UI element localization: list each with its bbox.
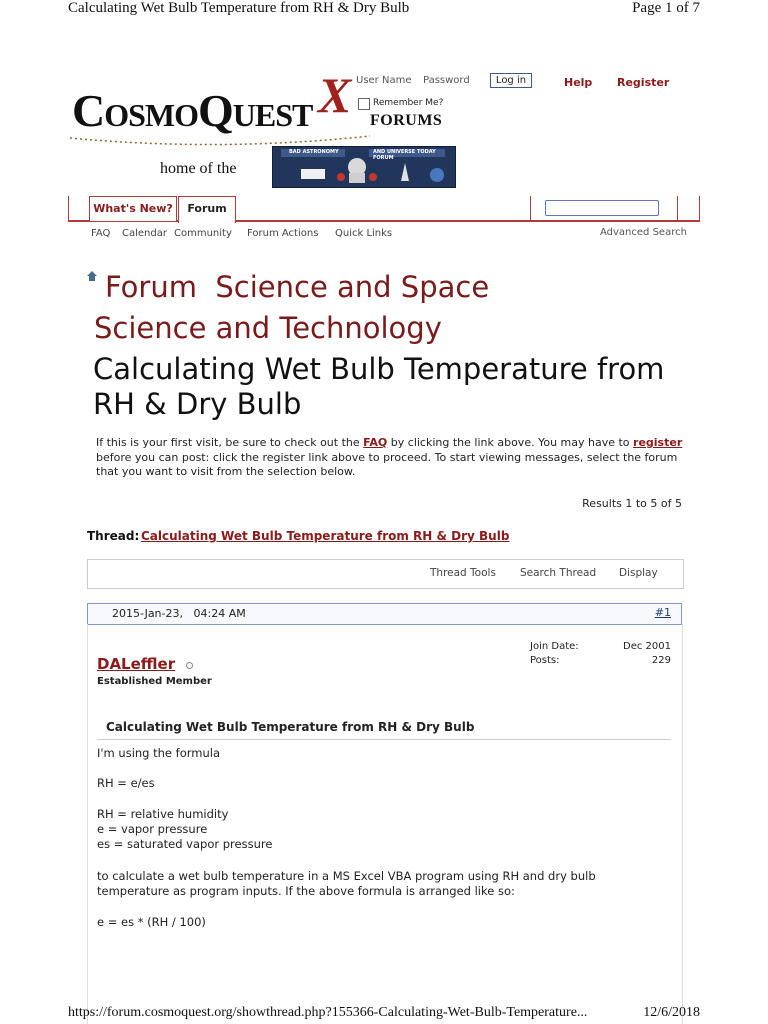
remember-me-label: Remember Me?: [373, 98, 444, 108]
subnav-forum-actions[interactable]: Forum Actions: [247, 228, 319, 239]
faq-link[interactable]: FAQ: [363, 436, 388, 449]
post-title: Calculating Wet Bulb Temperature from RH & Dry Bulb: [106, 720, 475, 734]
logo-forums-text: FORUMS: [370, 112, 443, 129]
post-username[interactable]: DALeffler: [97, 655, 176, 673]
join-date-value: Dec 2001: [623, 641, 671, 652]
help-link[interactable]: Help: [564, 76, 593, 89]
username-label[interactable]: User Name: [356, 75, 412, 86]
navbar-left-edge: [68, 196, 69, 222]
search-input[interactable]: [545, 200, 659, 216]
posts-label: Posts:: [530, 655, 560, 666]
thread-label: Thread:: [87, 529, 140, 543]
display-button[interactable]: Display: [619, 567, 658, 579]
home-of-the-text: home of the: [160, 160, 237, 177]
banner-text-left: BAD ASTRONOMY: [289, 149, 339, 155]
password-label[interactable]: Password: [423, 75, 470, 86]
user-title: Established Member: [97, 676, 212, 687]
search-thread-button[interactable]: Search Thread: [520, 567, 597, 579]
posts-value: 229: [651, 655, 671, 666]
subnav-calendar[interactable]: Calendar: [122, 228, 167, 239]
subnav-faq[interactable]: FAQ: [91, 228, 111, 239]
post-line: e = vapor pressure: [97, 822, 208, 836]
tab-forum[interactable]: Forum: [178, 196, 236, 223]
results-count: Results 1 to 5 of 5: [582, 497, 682, 510]
breadcrumb-science-space[interactable]: Science and Space: [215, 270, 490, 304]
print-footer-url: https://forum.cosmoquest.org/showthread.php?155366-Calculating-Wet-Bulb-Temperature...: [68, 1005, 588, 1020]
advanced-search-link[interactable]: Advanced Search: [600, 227, 687, 238]
navbar-right-edge: [699, 196, 700, 222]
home-icon[interactable]: [86, 270, 98, 282]
banner-text-right: AND UNIVERSE TODAY FORUM: [373, 149, 436, 161]
join-date-label: Join Date:: [530, 641, 579, 652]
post-line: temperature as program inputs. If the above formula is arranged like so:: [97, 884, 515, 898]
cosmoquest-logo[interactable]: CosmoQuest: [72, 85, 313, 136]
notice-text-2: by clicking the link above. You may have to: [387, 436, 634, 449]
post-date-time: 04:24 AM: [193, 607, 246, 620]
post-number-link[interactable]: #1: [654, 606, 671, 619]
notice-text-1: If this is your first visit, be sure to check out the: [96, 436, 364, 449]
breadcrumb-science-technology[interactable]: Science and Technology: [94, 311, 442, 345]
print-page-number: Page 1 of 7: [632, 0, 700, 16]
notice-text-3: before you can post: click the register link above to proceed. To start viewing messages, select the forum that you want to visit from the selection below.: [96, 450, 678, 478]
page-title: Calculating Wet Bulb Temperature from RH & Dry Bulb: [93, 352, 665, 421]
subnav-community[interactable]: Community: [174, 228, 232, 239]
post-line: RH = e/es: [97, 776, 155, 790]
print-header-title: Calculating Wet Bulb Temperature from RH & Dry Bulb: [68, 0, 410, 16]
post-title-divider: [97, 739, 671, 740]
login-button[interactable]: Log in: [490, 73, 532, 88]
visitor-notice: [96, 436, 686, 480]
logo-x-mark: X: [318, 67, 352, 123]
remember-me-checkbox[interactable]: [358, 98, 370, 110]
subnav-quick-links[interactable]: Quick Links: [335, 228, 393, 239]
post-line: I'm using the formula: [97, 746, 221, 760]
post-date: [112, 607, 246, 620]
register-link[interactable]: Register: [617, 76, 670, 89]
thread-tools-button[interactable]: Thread Tools: [430, 567, 496, 579]
breadcrumb-forum[interactable]: Forum: [105, 270, 197, 304]
register-inline-link[interactable]: register: [633, 436, 683, 449]
offline-status-icon: [186, 662, 193, 669]
post-line: e = es * (RH / 100): [97, 915, 206, 929]
post-line: RH = relative humidity: [97, 807, 229, 821]
post-line: es = saturated vapor pressure: [97, 837, 273, 851]
tab-whats-new[interactable]: What's New?: [89, 196, 177, 221]
post-date-day: 2015-Jan-23,: [112, 607, 183, 620]
thread-title-link[interactable]: Calculating Wet Bulb Temperature from RH & Dry Bulb: [141, 529, 510, 543]
forum-banner[interactable]: [272, 146, 456, 188]
breadcrumb: [105, 270, 489, 304]
print-footer-date: 12/6/2018: [643, 1005, 700, 1020]
post-line: to calculate a wet bulb temperature in a MS Excel VBA program using RH and dry bulb: [97, 869, 596, 883]
